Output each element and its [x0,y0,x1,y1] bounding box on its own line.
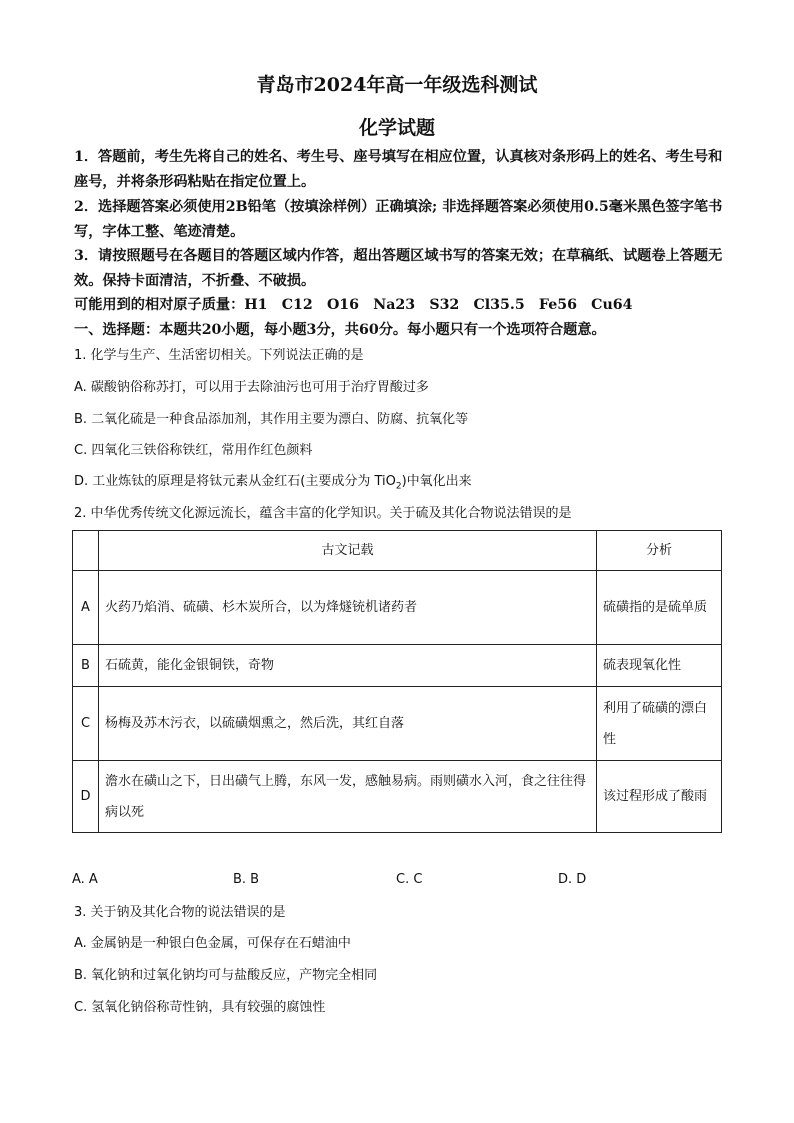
q1-option-a: A. 碳酸钠俗称苏打，可以用于去除油污也可用于治疗胃酸过多 [74,380,429,395]
table-cell [73,531,99,571]
table-row [73,645,722,687]
table-row [73,761,722,833]
row-label: C [73,687,99,761]
q2-stem: 2. 中华优秀传统文化源远流长，蕴含丰富的化学知识。关于硫及其化合物说法错误的是 [74,506,572,521]
q2-option-c: C. C [396,872,423,887]
page-title: 青岛市2024年高一年级选科测试 [256,74,538,96]
row-analysis: 硫表现氧化性 [597,645,722,687]
row-analysis: 该过程形成了酸雨 [597,761,722,833]
instruction-1: 1．答题前，考生先将自己的姓名、考生号、座号填写在相应位置，认真核对条形码上的姓名、考生号和座号，并将条形码粘贴在指定位置上。 [74,149,723,190]
q2-option-b: B. B [233,872,260,887]
q2-table [72,530,722,833]
page-subtitle: 化学试题 [358,117,435,139]
table-header-row [73,531,722,571]
instruction-2: 2．选择题答案必须使用2B铅笔（按填涂样例）正确填涂; 非选择题答案必须使用0.5毫米黑色签字笔书写，字体工整、笔迹清楚。 [74,199,723,240]
row-label: B [73,645,99,687]
q1-option-c: C. 四氧化三铁俗称铁红，常用作红色颜料 [74,443,313,458]
table-header-text: 古文记载 [99,531,597,571]
row-text: 澹水在磺山之下，日出磺气上腾，东风一发，感触易病。雨则磺水入河，食之往往得病以死 [99,761,597,833]
table-header-analysis: 分析 [597,531,722,571]
q1-option-d: D. 工业炼钛的原理是将钛元素从金红石(主要成分为 TiO$_2$)中氧化出来 [74,474,472,492]
row-text: 杨梅及苏木污衣，以硫磺烟熏之，然后洗，其红自落 [99,687,597,761]
q3-option-b: B. 氧化钠和过氧化钠均可与盐酸反应，产物完全相同 [74,968,378,983]
section-heading: 一、选择题：本题共20小题，每小题3分，共60分。每小题只有一个选项符合题意。 [74,322,606,338]
row-text: 火药乃焰消、硫磺、杉木炭所合，以为烽燧铳机诸药者 [99,571,597,645]
row-text: 石硫黄，能化金银铜铁，奇物 [99,645,597,687]
q3-option-c: C. 氢氧化钠俗称苛性钠，具有较强的腐蚀性 [74,1000,326,1015]
table-row [73,571,722,645]
row-analysis: 利用了硫磺的漂白性 [597,687,722,761]
q3-option-a: A. 金属钠是一种银白色金属，可保存在石蜡油中 [74,936,351,951]
q1-option-b: B. 二氧化硫是一种食品添加剂，其作用主要为漂白、防腐、抗氧化等 [74,412,469,427]
q3-stem: 3. 关于钠及其化合物的说法错误的是 [74,905,286,920]
q2-option-a: A. A [72,872,98,887]
row-label: D [73,761,99,833]
row-label: A [73,571,99,645]
q2-option-d: D. D [558,872,587,887]
instruction-3: 3．请按照题号在各题目的答题区域内作答，超出答题区域书写的答案无效；在草稿纸、试题卷上答题无效。保持卡面清洁，不折叠、不破损。 [74,248,723,289]
atomic-masses: 可能用到的相对原子质量：H1 C12 O16 Na23 S32 Cl35.5 Fe56 Cu64 [74,297,633,313]
q1-stem: 1. 化学与生产、生活密切相关。下列说法正确的是 [74,348,364,363]
row-analysis: 硫磺指的是硫单质 [597,571,722,645]
table-row [73,687,722,761]
